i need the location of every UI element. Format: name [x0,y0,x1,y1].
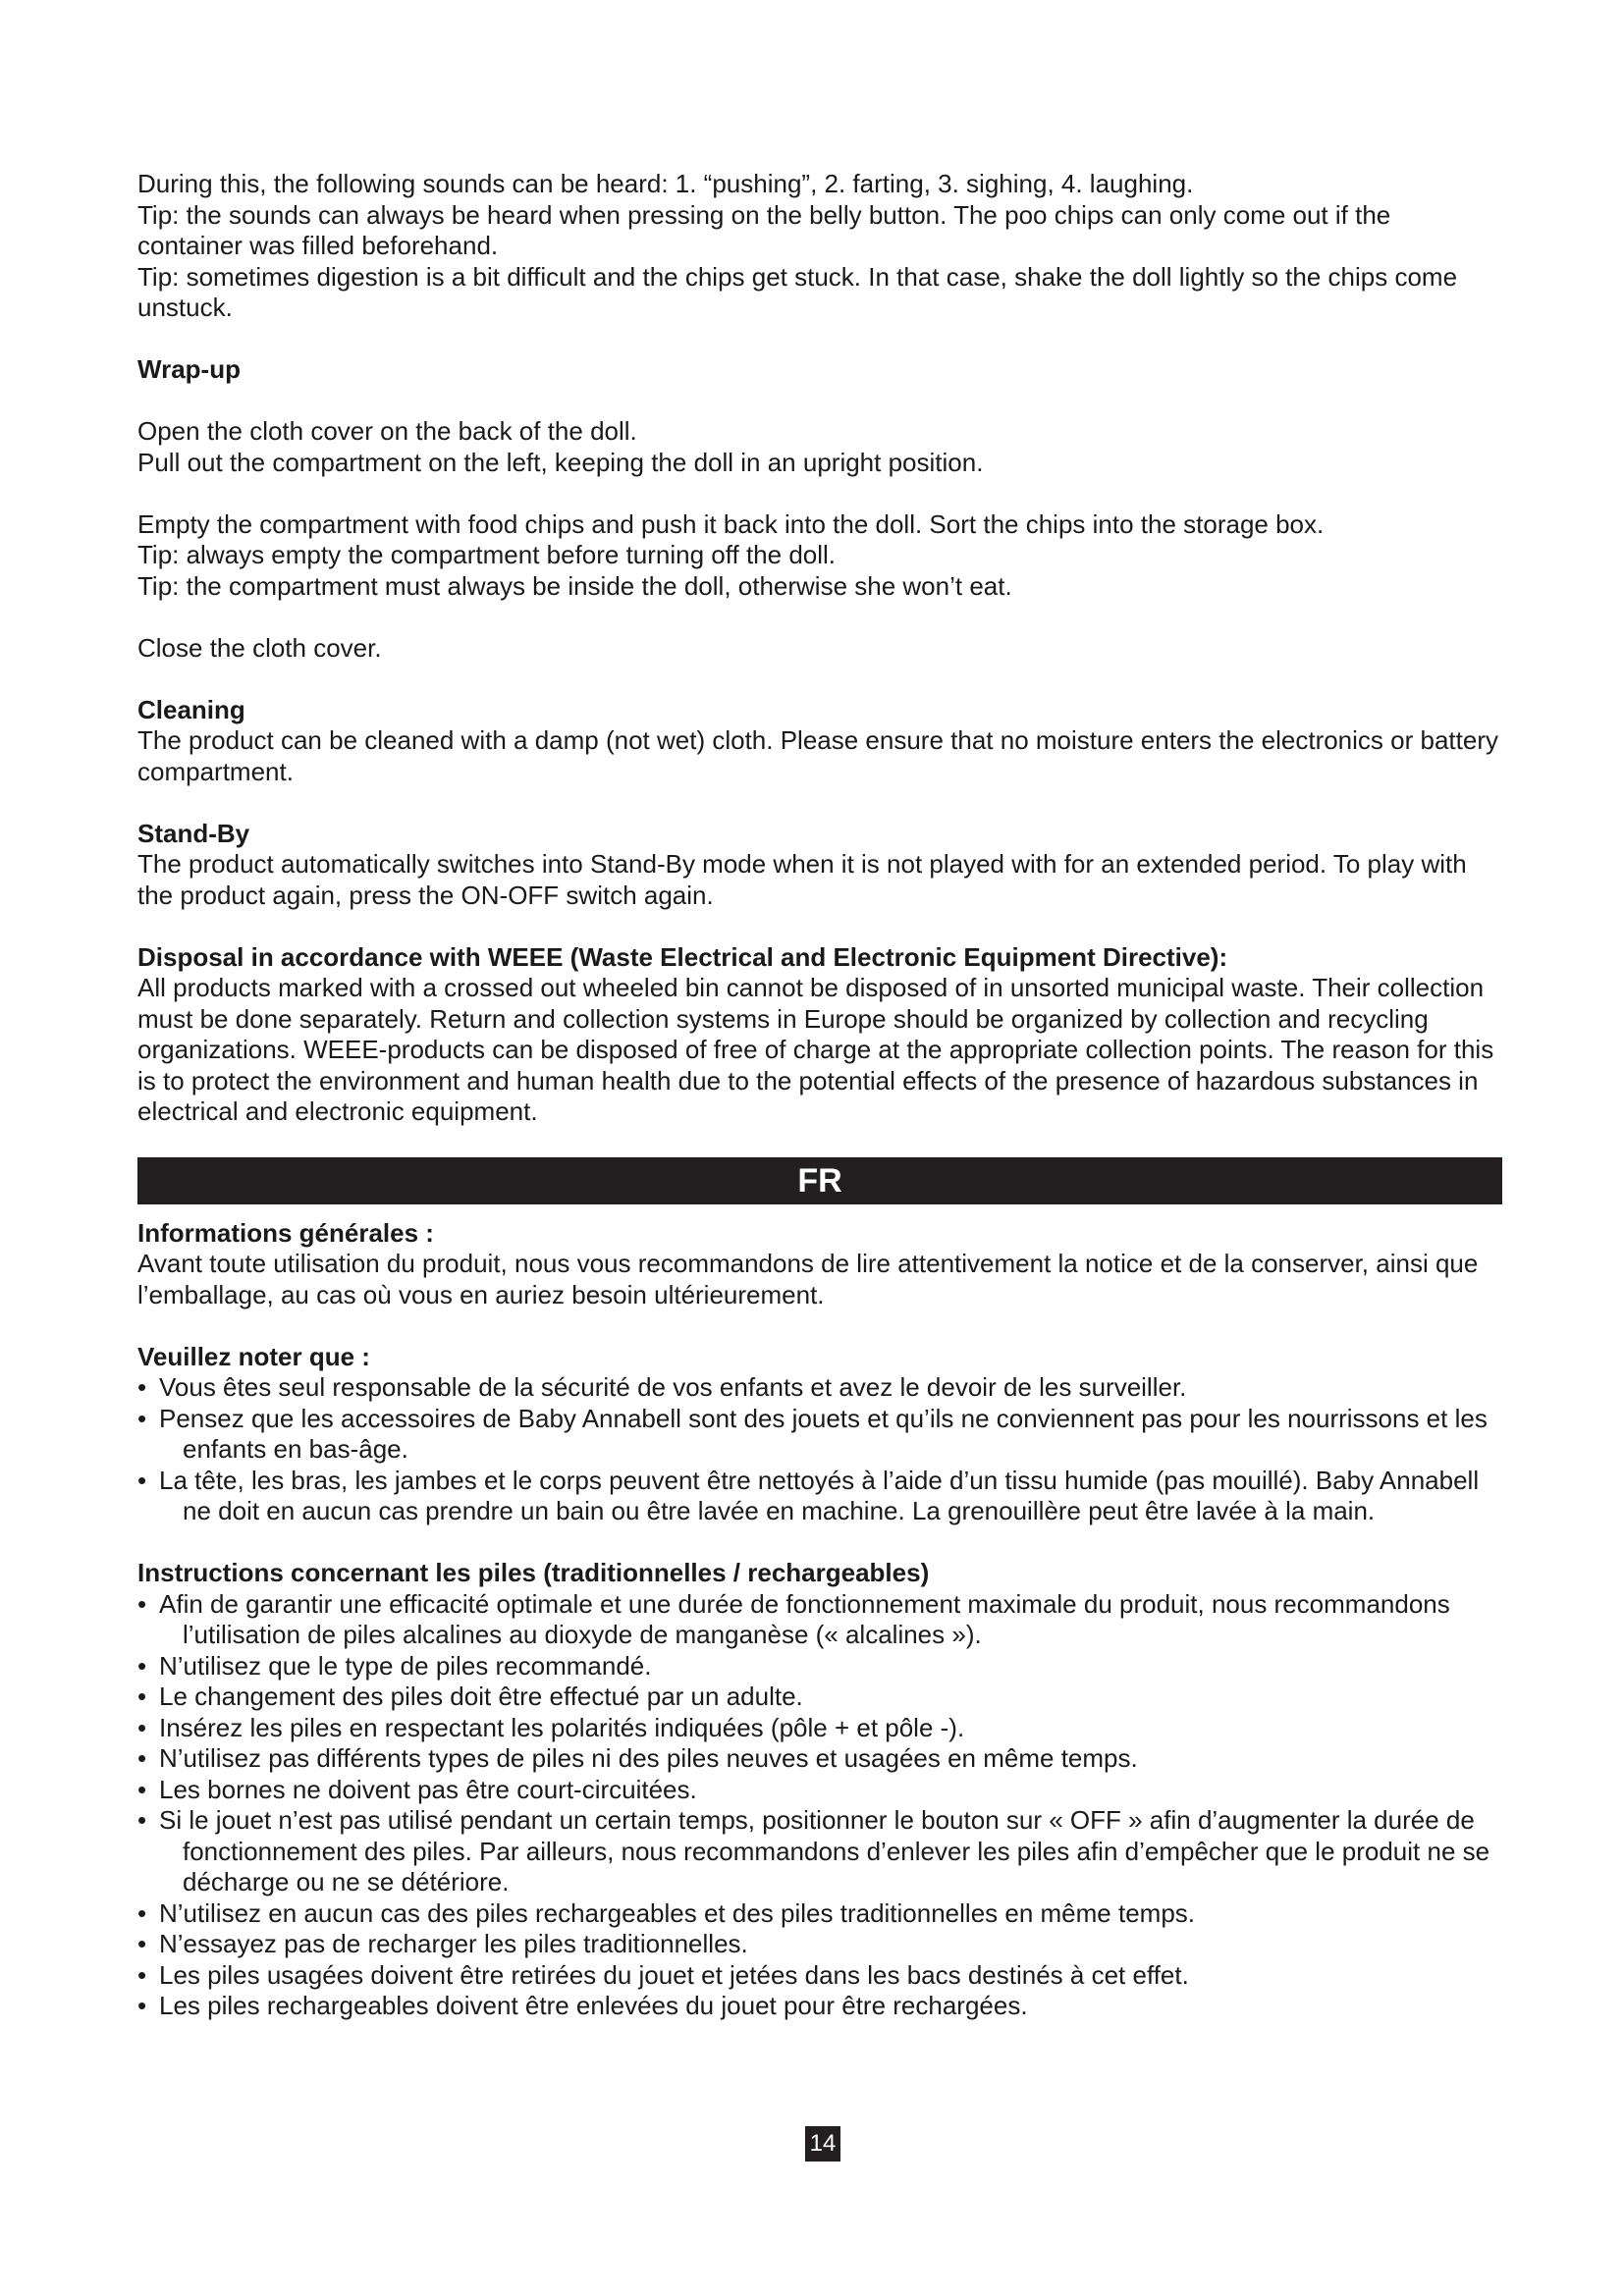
disposal-section [137,942,1502,1128]
standby-text: The product automatically switches into Stand-By mode when it is not played with for an extended period. To play with the product again, press the ON-OFF switch again. [137,849,1467,910]
wrapup-line: Pull out the compartment on the left, keeping the doll in an upright position. [137,447,984,477]
manual-page [137,169,1502,2022]
list-item: • Vous êtes seul responsable de la sécurité de vos enfants et avez le devoir de les surveiller. [137,1372,1502,1404]
list-item: • Afin de garantir une efficacité optimale et une durée de fonctionnement maximale du produit, nous recommandons l’utilisation de piles alcalines au dioxyde de manganèse (« alcalines »). [137,1589,1502,1651]
language-bar-fr: FR [137,1157,1502,1204]
wrapup-line: Open the cloth cover on the back of the doll. [137,416,637,446]
list-item: • Les bornes ne doivent pas être court-circuitées. [137,1775,1502,1806]
fr-general-section [137,1218,1502,1311]
list-item: • Le changement des piles doit être effectué par un adulte. [137,1682,1502,1713]
wrapup-line: Tip: always empty the compartment before turning off the doll. [137,540,837,569]
wrapup-line: Tip: the compartment must always be inside the doll, otherwise she won’t eat. [137,570,1012,601]
list-item: • Les piles rechargeables doivent être enlevées du jouet pour être rechargées. [137,1991,1502,2022]
list-item: • Si le jouet n’est pas utilisé pendant un certain temps, positionner le bouton sur « OFF » afin d’augmenter la durée de fonctionnement des piles. Par ailleurs, nous recommandons d’enlever les piles afin d’empêcher que le produit ne se décharge ou ne se détériore. [137,1805,1502,1898]
fr-notes-list [137,1372,1502,1527]
list-item: • N’utilisez en aucun cas des piles rechargeables et des piles traditionnelles en même temps. [137,1898,1502,1930]
page-number: 14 [805,2126,840,2162]
fr-batteries-heading: Instructions concernant les piles (traditionnelles / rechargeables) [137,1558,930,1587]
list-item: • N’utilisez que le type de piles recommandé. [137,1651,1502,1682]
disposal-text: All products marked with a crossed out wheeled bin cannot be disposed of in unsorted municipal waste. Their collection must be done separately. Return and collection systems in Europe should be organized by collection and recycling organizations. WEEE-products can be disposed of free of charge at the appropriate collection points. The reason for this is to protect the environment and human health due to the potential effects of the presence of hazardous substances in electrical and electronic equipment. [137,973,1494,1126]
fr-notes-heading: Veuillez noter que : [137,1341,370,1371]
standby-section [137,819,1502,912]
fr-general-text: Avant toute utilisation du produit, nous vous recommandons de lire attentivement la notice et de la conserver, ainsi que l’emballage, au cas où vous en auriez besoin ultérieurement. [137,1249,1479,1309]
fr-notes-section [137,1342,1502,1527]
wrapup-line: Empty the compartment with food chips and push it back into the doll. Sort the chips into the storage box. [137,508,1325,539]
intro-line: Tip: the sounds can always be heard when pressing on the belly button. The poo chips can only come out if the container was filled beforehand. [137,199,1391,260]
list-item: • Pensez que les accessoires de Baby Annabell sont des jouets et qu’ils ne conviennent pas pour les nourrissons et les enfants en bas-âge. [137,1404,1502,1466]
list-item: • La tête, les bras, les jambes et le corps peuvent être nettoyés à l’aide d’un tissu humide (pas mouillé). Baby Annabell ne doit en aucun cas prendre un bain ou être lavée en machine. La grenouillère peut être lavée à la main. [137,1466,1502,1527]
list-item: • Les piles usagées doivent être retirées du jouet et jetées dans les bacs destinés à cet effet. [137,1960,1502,1992]
intro-line: During this, the following sounds can be heard: 1. “pushing”, 2. farting, 3. sighing, 4. laughing. [137,169,1194,198]
wrapup-line: Close the cloth cover. [137,632,382,663]
list-item: • N’utilisez pas différents types de piles ni des piles neuves et usagées en même temps. [137,1743,1502,1775]
cleaning-section [137,695,1502,788]
wrapup-section [137,354,1502,664]
fr-batteries-section [137,1558,1502,2022]
cleaning-text: The product can be cleaned with a damp (not wet) cloth. Please ensure that no moisture enters the electronics or battery compartment. [137,725,1498,786]
wrapup-heading: Wrap-up [137,354,241,384]
en-intro-section [137,169,1502,324]
cleaning-heading: Cleaning [137,694,245,724]
fr-batteries-list [137,1589,1502,2022]
intro-line: Tip: sometimes digestion is a bit difficult and the chips get stuck. In that case, shake the doll lightly so the chips come unstuck. [137,261,1458,322]
list-item: • Insérez les piles en respectant les polarités indiquées (pôle + et pôle -). [137,1713,1502,1744]
fr-general-heading: Informations générales : [137,1217,434,1248]
disposal-heading: Disposal in accordance with WEEE (Waste Electrical and Electronic Equipment Directive): [137,941,1228,972]
list-item: • N’essayez pas de recharger les piles traditionnelles. [137,1929,1502,1960]
standby-heading: Stand-By [137,818,250,848]
